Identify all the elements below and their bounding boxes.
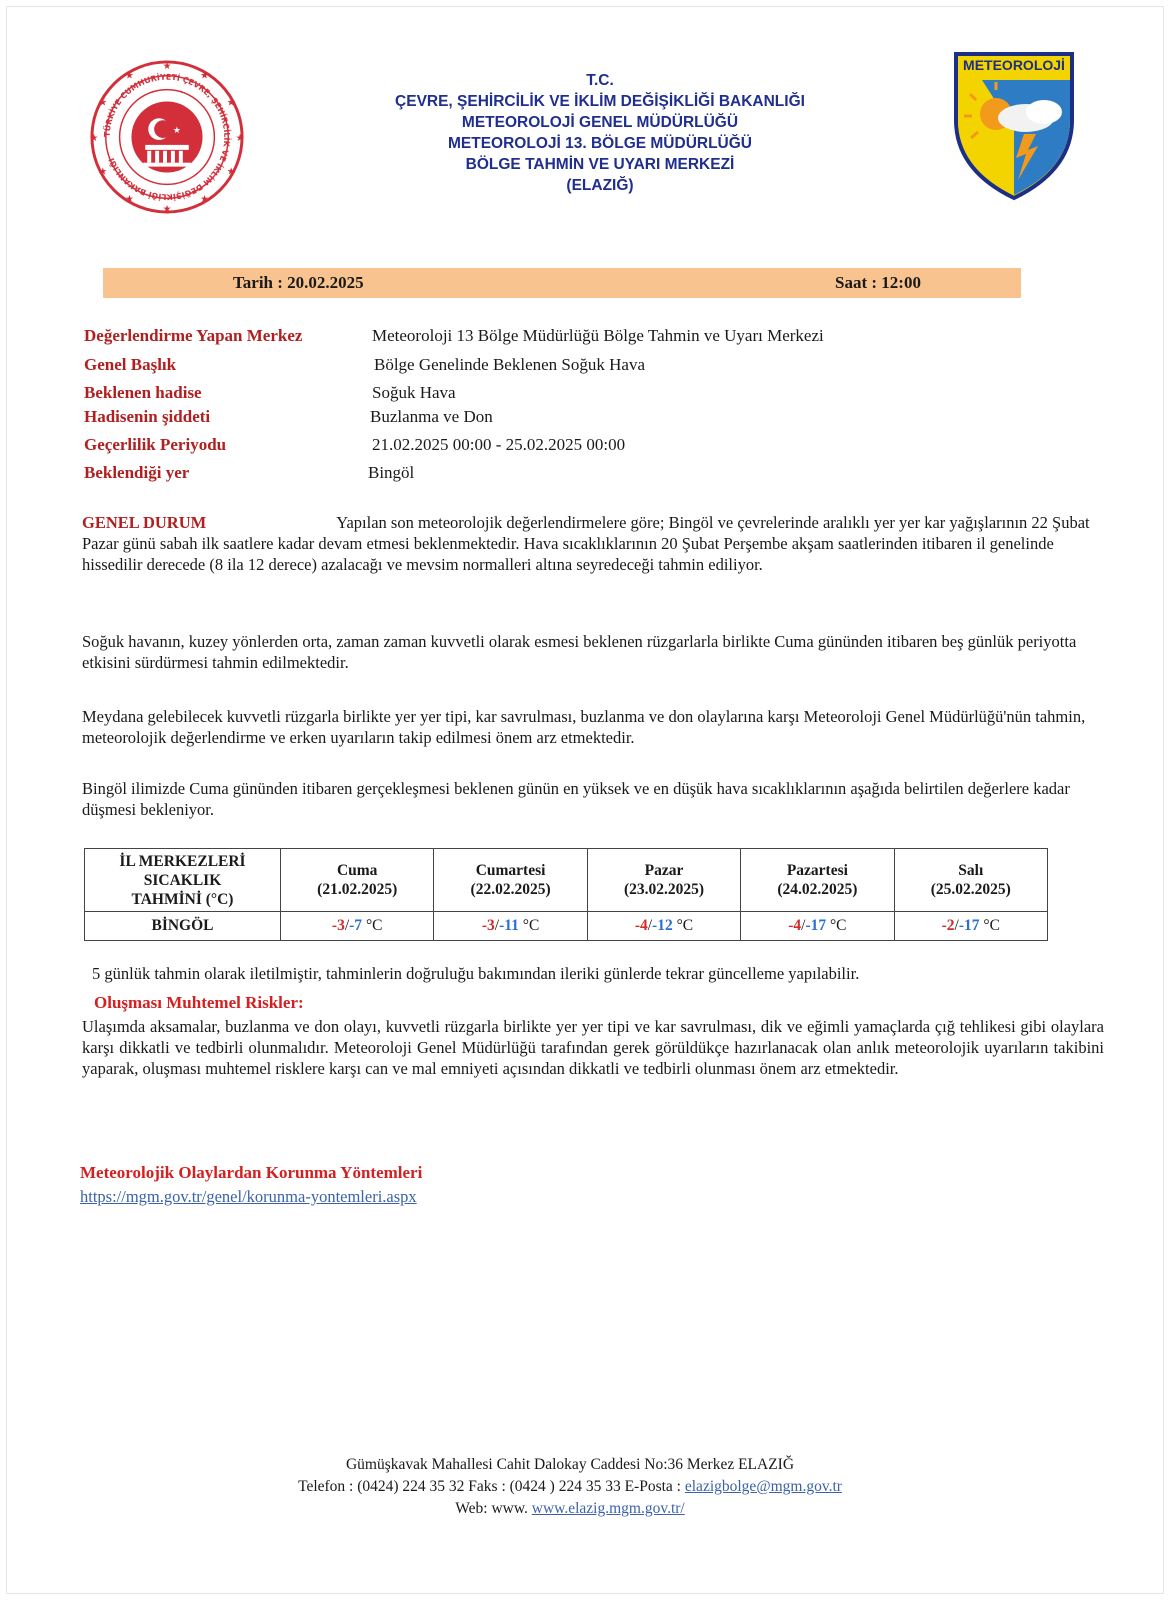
info-label: Beklenen hadise [84, 383, 202, 402]
table-header-line: SICAKLIK [143, 871, 222, 889]
temp-min: -17 [805, 917, 827, 934]
protection-title: Meteorolojik Olaylardan Korunma Yöntemleri [80, 1163, 423, 1182]
temperature-cell [741, 912, 894, 941]
svg-text:★: ★ [226, 166, 236, 178]
svg-text:★: ★ [200, 70, 209, 82]
ministry-seal-logo [88, 58, 246, 216]
svg-text:★: ★ [125, 194, 134, 206]
header-line-city: (ELAZIĞ) [566, 177, 634, 194]
day-name: Cumartesi [475, 862, 546, 879]
time-label: Saat : 12:00 [835, 273, 921, 292]
meteoroloji-logo [952, 50, 1076, 202]
risks-title: Oluşması Muhtemel Riskler: [94, 993, 304, 1012]
info-label: Geçerlilik Periyodu [84, 435, 227, 454]
svg-text:★: ★ [235, 132, 245, 144]
table-header-row [85, 849, 1048, 912]
paragraph-cold-air: Soğuk havanın, kuzey yönlerden orta, zaman zaman kuvvetli olarak esmesi beklenen rüzgarlarla birlikte Cuma gününden itibaren beş günlük periyotta etkisini sürdürmesi tahmin edilmektedir. [82, 632, 1077, 672]
temp-max: -4 [788, 917, 802, 934]
info-value: Soğuk Hava [372, 383, 456, 402]
header-line-region: METEOROLOJİ 13. BÖLGE MÜDÜRLÜĞÜ [448, 135, 752, 152]
day-date: (25.02.2025) [930, 881, 1011, 898]
footer-web [140, 1498, 1000, 1520]
header-line-directorate: METEOROLOJİ GENEL MÜDÜRLÜĞÜ [461, 114, 739, 131]
header-title [250, 70, 950, 196]
paragraph-warnings: Meydana gelebilecek kuvvetli rüzgarla birlikte yer yer tipi, kar savrulması, buzlanma ve don olaylarına karşı Meteoroloji Genel Müdürlüğü'nün tahmin, meteorolojik değerlendirme ve erken uyarıların takip edilmesi önem arz etmektedir. [82, 707, 1086, 747]
temp-max: -3 [481, 917, 495, 934]
temperature-cell [587, 912, 740, 941]
temp-separator: / [344, 917, 350, 934]
table-header-line: TAHMİNİ (°C) [131, 890, 234, 908]
paragraph-temperatures: Bingöl ilimizde Cuma gününden itibaren gerçekleşmesi beklenen günün en yüksek ve en düşük hava sıcaklıklarının aşağıda belirtilen değerlere kadar düşmesi bekleniyor. [82, 779, 1070, 819]
day-header-cell [587, 849, 740, 912]
temp-unit: °C [672, 917, 694, 934]
header-line-center: BÖLGE TAHMİN VE UYARI MERKEZİ [465, 156, 735, 173]
svg-text:★: ★ [200, 194, 209, 206]
temperature-cell [894, 912, 1047, 941]
footer-contact [140, 1476, 1000, 1498]
day-header-cell [894, 849, 1047, 912]
temp-unit: °C [826, 917, 847, 934]
date-time-bar [103, 268, 1021, 298]
info-value: Bölge Genelinde Beklenen Soğuk Hava [374, 355, 645, 374]
footer-phone: Telefon : (0424) 224 35 32 Faks : (0424 ) 224 35 33 E-Posta : [298, 1478, 685, 1495]
header-line-ministry: ÇEVRE, ŞEHİRCİLİK VE İKLİM DEĞİŞİKLİĞİ BAKANLIĞI [395, 93, 805, 110]
city-cell: BİNGÖL [85, 912, 281, 941]
temp-separator: / [494, 917, 500, 934]
header-line-tc: T.C. [586, 72, 614, 89]
info-label: Beklendiği yer [84, 463, 190, 482]
general-situation-text: Yapılan son meteorolojik değerlendirmelere göre; Bingöl ve çevrelerinde aralıklı yer yer kar yağışlarının 22 Şubat Pazar günü sabah ilk saatlere kadar devam etmesi beklenmektedir. Hava sıcaklıklarının 20 Şubat Perşembe akşam saatlerinden itibaren il genelinde hissedilir derecede (8 ila 12 derece) azalacağı ve mevsim normalleri altına seyredeceği tahmin ediliyor. [82, 513, 1090, 574]
day-date: (24.02.2025) [777, 881, 858, 898]
footer-email-link[interactable]: elazigbolge@mgm.gov.tr [684, 1478, 842, 1495]
temp-min: -17 [958, 917, 980, 934]
svg-text:★: ★ [98, 166, 108, 178]
footer-address: Gümüşkavak Mahallesi Cahit Dalokay Caddesi No:36 Merkez ELAZIĞ [345, 1456, 795, 1473]
info-label: Genel Başlık [84, 355, 177, 374]
footer-web-link[interactable]: www.elazig.mgm.gov.tr/ [531, 1500, 685, 1517]
temp-separator: / [801, 917, 806, 934]
day-name: Cuma [336, 862, 378, 879]
temp-min: -12 [652, 917, 673, 934]
svg-text:★: ★ [162, 204, 172, 216]
info-value: Meteoroloji 13 Bölge Müdürlüğü Bölge Tahmin ve Uyarı Merkezi [372, 326, 824, 345]
temp-unit: °C [979, 917, 1000, 934]
temp-max: -4 [634, 917, 648, 934]
table-row [85, 912, 1048, 941]
svg-text:★: ★ [125, 70, 134, 82]
table-header-line: İL MERKEZLERİ [119, 852, 246, 870]
temp-unit: °C [518, 917, 540, 934]
day-header-cell [281, 849, 434, 912]
info-value: 21.02.2025 00:00 - 25.02.2025 00:00 [372, 435, 626, 454]
forecast-note: 5 günlük tahmin olarak iletilmiştir, tahminlerin doğruluğu bakımından ileriki günlerde tekrar güncelleme yapılabilir. [92, 964, 860, 983]
day-header-cell [741, 849, 894, 912]
day-date: (21.02.2025) [317, 881, 398, 898]
temperature-cell [281, 912, 434, 941]
temp-separator: / [954, 917, 959, 934]
temp-separator: / [647, 917, 653, 934]
logo-text: METEOROLOJİ [963, 57, 1065, 73]
day-header-cell [434, 849, 587, 912]
temp-unit: °C [362, 917, 383, 934]
day-name: Salı [958, 862, 984, 879]
svg-text:★: ★ [162, 60, 172, 72]
info-value: Bingöl [368, 463, 415, 482]
general-situation-paragraph [82, 512, 1107, 575]
general-situation-label: GENEL DURUM [82, 513, 207, 532]
svg-text:★: ★ [89, 132, 99, 144]
risks-text: Ulaşımda aksamalar, buzlanma ve don olayı, kuvvetli rüzgarla birlikte yer yer tipi ve kar savrulması, dik ve eğimli yamaçlarda çığ tehlikesi gibi olaylara karşı dikkatli ve tedbirli olunmalıdır. Meteoroloji Genel Müdürlüğü tarafından gerek görüldükçe hazırlanacak olan anlık meteorolojik uyarıların takibini yaparak, oluşması muhtemel risklere karşı can ve mal emniyeti açısından dikkatli ve tedbirli olunması önem arz etmektedir. [82, 1017, 1104, 1078]
protection-link[interactable]: https://mgm.gov.tr/genel/korunma-yontemleri.aspx [80, 1187, 417, 1206]
seal-text: TÜRKİYE CUMHURİYETİ ÇEVRE, ŞEHİRCİLİK VE İKLİM DEĞİŞİKLİĞİ BAKANLIĞI [102, 72, 232, 202]
svg-text:★: ★ [98, 97, 108, 109]
info-label: Değerlendirme Yapan Merkez [84, 326, 303, 345]
temp-max: -2 [941, 917, 955, 934]
info-label: Hadisenin şiddeti [84, 407, 211, 426]
svg-text:★: ★ [172, 126, 181, 137]
table-header-cell [85, 849, 281, 912]
footer-web-label: Web: www. [455, 1500, 532, 1517]
footer [140, 1454, 1000, 1520]
temp-max: -3 [331, 917, 345, 934]
day-name: Pazar [644, 862, 684, 879]
day-date: (23.02.2025) [623, 881, 705, 898]
day-name: Pazartesi [786, 862, 848, 879]
date-label: Tarih : 20.02.2025 [233, 273, 364, 292]
temperature-cell [434, 912, 587, 941]
temp-min: -11 [499, 917, 519, 934]
temp-min: -7 [349, 917, 363, 934]
temperature-forecast-table [84, 848, 1048, 941]
day-date: (22.02.2025) [470, 881, 551, 898]
info-value: Buzlanma ve Don [370, 407, 493, 426]
svg-text:★: ★ [226, 97, 236, 109]
